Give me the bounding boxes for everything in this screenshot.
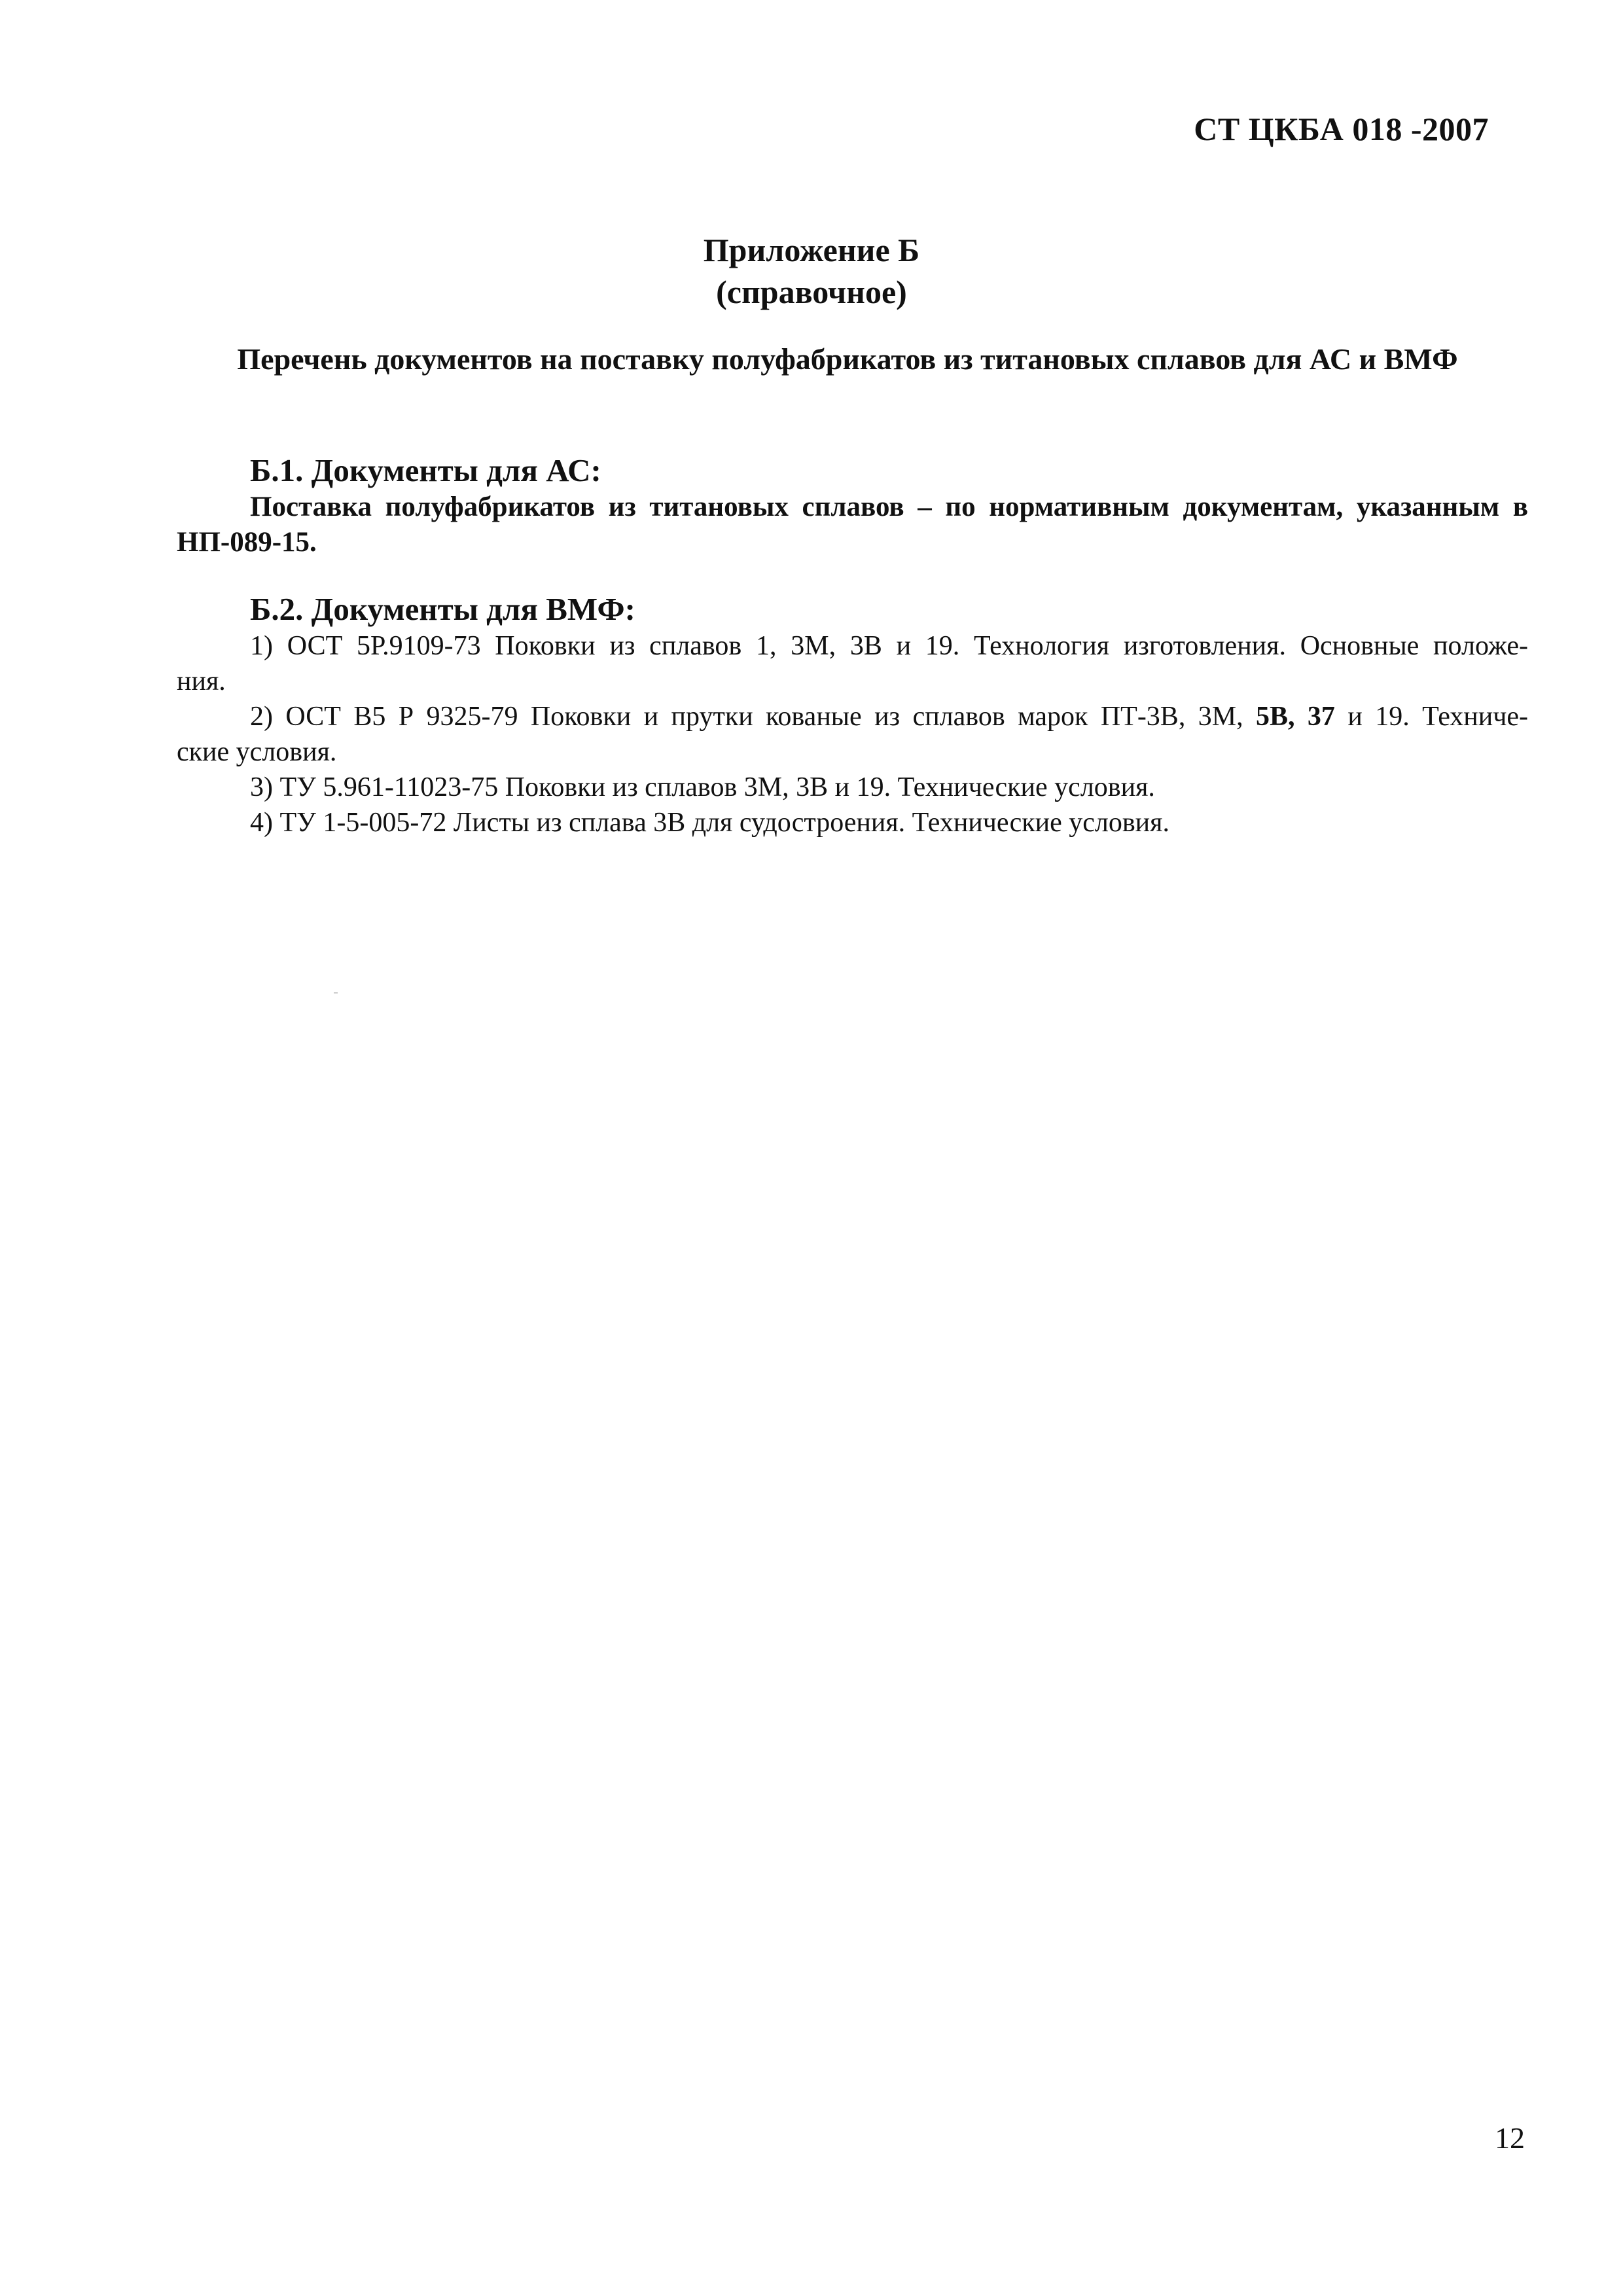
page-number: 12 [1495, 2121, 1525, 2155]
list-item-3-line-1: 3) ТУ 5.961-11023-75 Поковки из сплавов 3М, 3В и 19. Технические условия. [250, 772, 1155, 802]
list-title: Перечень документов на поставку полуфабрикатов из титановых сплавов для АС и ВМФ [237, 342, 1458, 376]
section-b2-heading: Б.2. Документы для ВМФ: [250, 591, 635, 627]
section-b1 [177, 452, 1528, 560]
section-b1-heading: Б.1. Документы для АС: [250, 452, 601, 488]
list-item-4-line-1: 4) ТУ 1-5-005-72 Листы из сплава 3В для судостроения. Технические условия. [250, 808, 1169, 838]
section-b1-text [177, 490, 1528, 560]
list-item [177, 628, 1528, 699]
list-item-2-text-b: и 19. Техниче- [1334, 702, 1529, 732]
section-b2 [177, 590, 1528, 840]
list-item-1-line-2: ния. [177, 666, 226, 696]
list-item-2-text-a: 2) ОСТ В5 Р 9325-79 Поковки и прутки кованые из сплавов марок ПТ-3В, 3М, [250, 702, 1256, 732]
section-b1-text-line-2: НП-089-15. [177, 527, 317, 558]
appendix-subtitle: (справочное) [716, 274, 907, 310]
list-item [177, 770, 1528, 805]
list-item-1-line-1: 1) ОСТ 5Р.9109-73 Поковки из сплавов 1, 3М, 3В и 19. Технология изготовления. Основные положе- [250, 631, 1528, 661]
list-item-2-line-2: ские условия. [177, 737, 337, 767]
appendix-title: Приложение Б [703, 232, 920, 268]
scan-artifact [334, 992, 338, 994]
list-item-2-line-1 [177, 699, 1528, 734]
section-b1-text-line-1: Поставка полуфабрикатов из титановых сплавов – по нормативным документам, указанным в [250, 492, 1528, 522]
list-item [177, 699, 1528, 770]
list-item [177, 805, 1528, 840]
document-code: СТ ЦКБА 018 -2007 [1194, 111, 1489, 147]
appendix-heading [0, 229, 1623, 313]
list-item-2-bold-grades: 5В, 37 [1256, 702, 1335, 732]
